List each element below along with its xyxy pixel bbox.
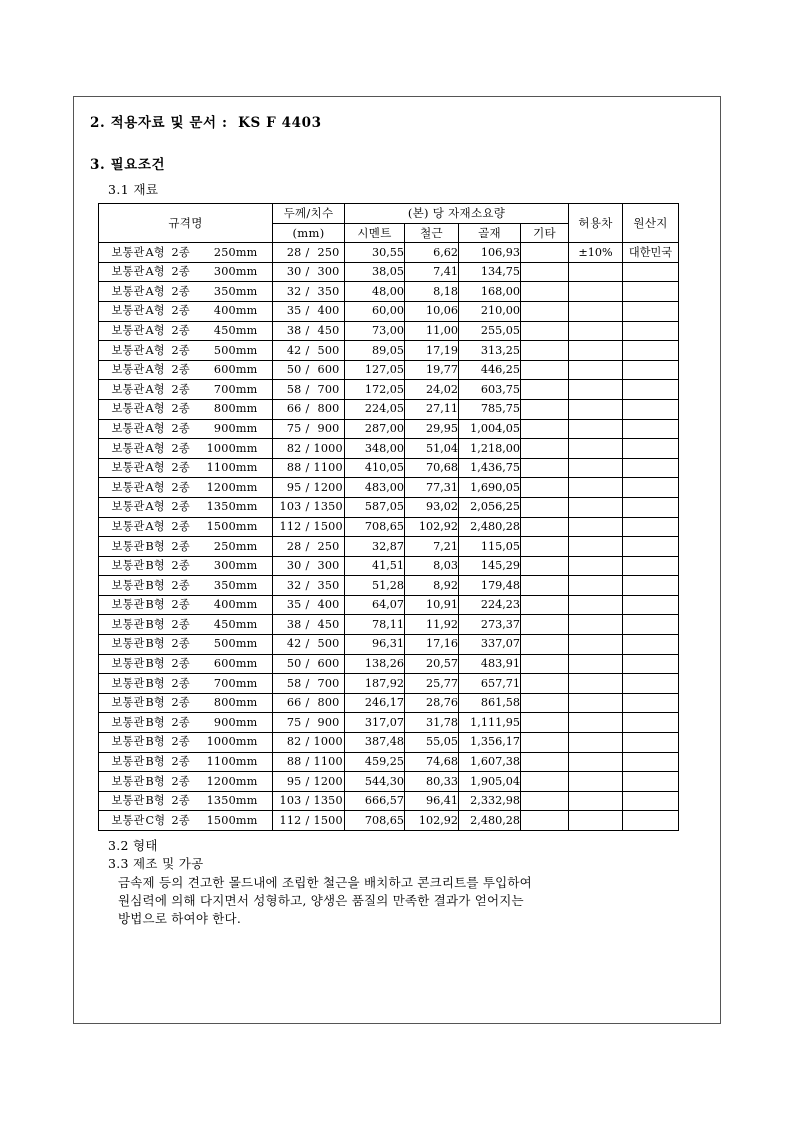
cell-spec-name: 보통관A형 2종 700mm (99, 380, 273, 400)
cell-tolerance (569, 282, 623, 302)
cell-etc (521, 321, 569, 341)
cell-etc (521, 791, 569, 811)
paragraph-line-3: 방법으로 하여야 한다. (118, 910, 241, 926)
cell-origin (623, 674, 679, 694)
table-row (99, 772, 679, 792)
cell-origin (623, 791, 679, 811)
cell-spec-name: 보통관B형 2종 800mm (99, 693, 273, 713)
cell-cement: 38,05 (345, 262, 405, 282)
cell-etc (521, 262, 569, 282)
cell-thickness-dimension: 82 / 1000 (273, 733, 345, 753)
table-header (99, 204, 679, 243)
table-row (99, 693, 679, 713)
cell-etc (521, 537, 569, 557)
cell-etc (521, 341, 569, 361)
cell-spec-name: 보통관A형 2종 1200mm (99, 478, 273, 498)
cell-etc (521, 576, 569, 596)
cell-aggregate: 145,29 (459, 556, 521, 576)
cell-origin (623, 733, 679, 753)
cell-thickness-dimension: 82 / 1000 (273, 439, 345, 459)
cell-thickness-dimension: 66 / 800 (273, 693, 345, 713)
cell-spec-name: 보통관A형 2종 300mm (99, 262, 273, 282)
table-row (99, 478, 679, 498)
subsection-3-1-heading: 3.1 재료 (108, 182, 159, 197)
cell-etc (521, 497, 569, 517)
cell-origin (623, 478, 679, 498)
cell-rebar: 8,18 (405, 282, 459, 302)
cell-rebar: 8,03 (405, 556, 459, 576)
cell-cement: 287,00 (345, 419, 405, 439)
cell-thickness-dimension: 95 / 1200 (273, 772, 345, 792)
cell-origin (623, 713, 679, 733)
table-row (99, 399, 679, 419)
cell-origin (623, 556, 679, 576)
cell-aggregate: 603,75 (459, 380, 521, 400)
cell-etc (521, 439, 569, 459)
cell-thickness-dimension: 30 / 300 (273, 262, 345, 282)
manufacturing-paragraph (108, 874, 706, 928)
cell-rebar: 93,02 (405, 497, 459, 517)
cell-cement: 51,28 (345, 576, 405, 596)
cell-aggregate: 273,37 (459, 615, 521, 635)
cell-thickness-dimension: 50 / 600 (273, 654, 345, 674)
cell-tolerance (569, 262, 623, 282)
cell-rebar: 29,95 (405, 419, 459, 439)
cell-cement: 89,05 (345, 341, 405, 361)
cell-thickness-dimension: 28 / 250 (273, 537, 345, 557)
cell-spec-name: 보통관B형 2종 400mm (99, 595, 273, 615)
cell-spec-name: 보통관A형 2종 1000mm (99, 439, 273, 459)
cell-aggregate: 2,480,28 (459, 517, 521, 537)
cell-aggregate: 337,07 (459, 635, 521, 655)
cell-cement: 387,48 (345, 733, 405, 753)
cell-aggregate: 657,71 (459, 674, 521, 694)
cell-thickness-dimension: 42 / 500 (273, 635, 345, 655)
cell-spec-name: 보통관B형 2종 1000mm (99, 733, 273, 753)
cell-tolerance (569, 419, 623, 439)
material-spec-table (98, 203, 679, 831)
cell-etc (521, 713, 569, 733)
cell-spec-name: 보통관B형 2종 1200mm (99, 772, 273, 792)
table-body (99, 243, 679, 831)
table-row (99, 733, 679, 753)
cell-spec-name: 보통관B형 2종 900mm (99, 713, 273, 733)
cell-origin (623, 262, 679, 282)
cell-tolerance (569, 811, 623, 831)
table-row (99, 380, 679, 400)
cell-spec-name: 보통관B형 2종 500mm (99, 635, 273, 655)
table-row (99, 458, 679, 478)
cell-etc (521, 811, 569, 831)
section-2-heading: 2. 적용자료 및 문서 : KS F 4403 (90, 115, 322, 131)
cell-aggregate: 483,91 (459, 654, 521, 674)
cell-rebar: 70,68 (405, 458, 459, 478)
cell-tolerance (569, 399, 623, 419)
header-thickness-line1: 두께/치수 (273, 204, 345, 224)
cell-rebar: 55,05 (405, 733, 459, 753)
table-row (99, 654, 679, 674)
cell-aggregate: 1,690,05 (459, 478, 521, 498)
table-row (99, 301, 679, 321)
cell-origin (623, 576, 679, 596)
cell-etc (521, 654, 569, 674)
cell-thickness-dimension: 32 / 350 (273, 576, 345, 596)
cell-rebar: 10,06 (405, 301, 459, 321)
cell-cement: 459,25 (345, 752, 405, 772)
cell-thickness-dimension: 88 / 1100 (273, 458, 345, 478)
cell-rebar: 31,78 (405, 713, 459, 733)
cell-spec-name: 보통관A형 2종 250mm (99, 243, 273, 263)
cell-origin (623, 439, 679, 459)
cell-thickness-dimension: 66 / 800 (273, 399, 345, 419)
cell-origin (623, 693, 679, 713)
cell-cement: 96,31 (345, 635, 405, 655)
table-row (99, 791, 679, 811)
cell-tolerance (569, 772, 623, 792)
cell-etc (521, 752, 569, 772)
cell-tolerance (569, 301, 623, 321)
cell-aggregate: 224,23 (459, 595, 521, 615)
cell-cement: 348,00 (345, 439, 405, 459)
cell-origin (623, 419, 679, 439)
cell-etc (521, 517, 569, 537)
cell-tolerance (569, 478, 623, 498)
cell-thickness-dimension: 103 / 1350 (273, 791, 345, 811)
header-material-group: (본) 당 자재소요량 (345, 204, 569, 224)
cell-thickness-dimension: 38 / 450 (273, 321, 345, 341)
cell-thickness-dimension: 50 / 600 (273, 360, 345, 380)
cell-tolerance (569, 321, 623, 341)
table-row (99, 556, 679, 576)
cell-rebar: 10,91 (405, 595, 459, 615)
cell-aggregate: 861,58 (459, 693, 521, 713)
cell-origin (623, 399, 679, 419)
cell-rebar: 25,77 (405, 674, 459, 694)
cell-aggregate: 2,056,25 (459, 497, 521, 517)
cell-origin (623, 380, 679, 400)
table-row (99, 497, 679, 517)
cell-spec-name: 보통관B형 2종 1100mm (99, 752, 273, 772)
cell-cement: 544,30 (345, 772, 405, 792)
cell-cement: 32,87 (345, 537, 405, 557)
cell-rebar: 102,92 (405, 811, 459, 831)
cell-rebar: 19,77 (405, 360, 459, 380)
cell-aggregate: 134,75 (459, 262, 521, 282)
cell-rebar: 7,21 (405, 537, 459, 557)
cell-spec-name: 보통관C형 2종 1500mm (99, 811, 273, 831)
header-name: 규격명 (99, 204, 273, 243)
cell-rebar: 7,41 (405, 262, 459, 282)
cell-spec-name: 보통관B형 2종 1350mm (99, 791, 273, 811)
cell-tolerance (569, 654, 623, 674)
cell-thickness-dimension: 42 / 500 (273, 341, 345, 361)
cell-rebar: 96,41 (405, 791, 459, 811)
cell-origin (623, 321, 679, 341)
cell-aggregate: 210,00 (459, 301, 521, 321)
cell-aggregate: 1,356,17 (459, 733, 521, 753)
cell-rebar: 8,92 (405, 576, 459, 596)
cell-etc (521, 772, 569, 792)
cell-etc (521, 733, 569, 753)
cell-cement: 73,00 (345, 321, 405, 341)
cell-aggregate: 2,480,28 (459, 811, 521, 831)
cell-spec-name: 보통관B형 2종 700mm (99, 674, 273, 694)
cell-spec-name: 보통관A형 2종 900mm (99, 419, 273, 439)
cell-cement: 410,05 (345, 458, 405, 478)
cell-aggregate: 1,607,38 (459, 752, 521, 772)
table-row (99, 713, 679, 733)
subsection-notes (90, 837, 706, 928)
table-row (99, 341, 679, 361)
table-row (99, 576, 679, 596)
cell-etc (521, 399, 569, 419)
cell-etc (521, 419, 569, 439)
cell-aggregate: 446,25 (459, 360, 521, 380)
cell-tolerance (569, 341, 623, 361)
cell-etc (521, 380, 569, 400)
cell-cement: 587,05 (345, 497, 405, 517)
cell-spec-name: 보통관A형 2종 1500mm (99, 517, 273, 537)
cell-spec-name: 보통관A형 2종 500mm (99, 341, 273, 361)
table-row (99, 419, 679, 439)
cell-rebar: 28,76 (405, 693, 459, 713)
cell-aggregate: 1,436,75 (459, 458, 521, 478)
cell-thickness-dimension: 112 / 1500 (273, 517, 345, 537)
table-header-row-1 (99, 204, 679, 224)
cell-cement: 30,55 (345, 243, 405, 263)
cell-cement: 187,92 (345, 674, 405, 694)
cell-cement: 60,00 (345, 301, 405, 321)
cell-origin (623, 301, 679, 321)
cell-origin (623, 811, 679, 831)
cell-spec-name: 보통관B형 2종 450mm (99, 615, 273, 635)
cell-origin (623, 615, 679, 635)
cell-tolerance (569, 713, 623, 733)
cell-rebar: 77,31 (405, 478, 459, 498)
cell-spec-name: 보통관A형 2종 1100mm (99, 458, 273, 478)
cell-tolerance (569, 556, 623, 576)
paragraph-line-1: 금속제 등의 견고한 몰드내에 조립한 철근을 배치하고 콘크리트를 투입하여 (118, 874, 532, 890)
cell-cement: 224,05 (345, 399, 405, 419)
table-row (99, 811, 679, 831)
cell-rebar: 20,57 (405, 654, 459, 674)
cell-origin (623, 654, 679, 674)
cell-tolerance (569, 595, 623, 615)
cell-aggregate: 1,905,04 (459, 772, 521, 792)
cell-origin: 대한민국 (623, 243, 679, 263)
cell-thickness-dimension: 35 / 400 (273, 595, 345, 615)
cell-origin (623, 537, 679, 557)
cell-cement: 483,00 (345, 478, 405, 498)
cell-rebar: 11,92 (405, 615, 459, 635)
table-row (99, 595, 679, 615)
cell-spec-name: 보통관A형 2종 400mm (99, 301, 273, 321)
cell-cement: 127,05 (345, 360, 405, 380)
cell-thickness-dimension: 28 / 250 (273, 243, 345, 263)
cell-tolerance (569, 537, 623, 557)
cell-etc (521, 458, 569, 478)
table-row (99, 752, 679, 772)
table-row (99, 615, 679, 635)
cell-rebar: 17,19 (405, 341, 459, 361)
header-tolerance: 허용차 (569, 204, 623, 243)
cell-cement: 708,65 (345, 517, 405, 537)
header-cement: 시멘트 (345, 223, 405, 243)
subsection-3-2-heading: 3.2 형태 (108, 838, 158, 853)
cell-origin (623, 458, 679, 478)
cell-rebar: 11,00 (405, 321, 459, 341)
cell-spec-name: 보통관A형 2종 450mm (99, 321, 273, 341)
cell-rebar: 102,92 (405, 517, 459, 537)
cell-thickness-dimension: 95 / 1200 (273, 478, 345, 498)
cell-origin (623, 517, 679, 537)
header-etc: 기타 (521, 223, 569, 243)
table-row (99, 517, 679, 537)
cell-thickness-dimension: 112 / 1500 (273, 811, 345, 831)
table-row (99, 439, 679, 459)
cell-thickness-dimension: 58 / 700 (273, 380, 345, 400)
table-row (99, 262, 679, 282)
cell-aggregate: 2,332,98 (459, 791, 521, 811)
cell-tolerance (569, 733, 623, 753)
cell-spec-name: 보통관A형 2종 1350mm (99, 497, 273, 517)
cell-origin (623, 595, 679, 615)
cell-etc (521, 243, 569, 263)
cell-cement: 78,11 (345, 615, 405, 635)
cell-spec-name: 보통관B형 2종 350mm (99, 576, 273, 596)
cell-thickness-dimension: 32 / 350 (273, 282, 345, 302)
document-content (90, 107, 706, 928)
cell-cement: 666,57 (345, 791, 405, 811)
cell-thickness-dimension: 58 / 700 (273, 674, 345, 694)
table-row (99, 635, 679, 655)
cell-thickness-dimension: 88 / 1100 (273, 752, 345, 772)
cell-thickness-dimension: 30 / 300 (273, 556, 345, 576)
cell-origin (623, 341, 679, 361)
cell-aggregate: 1,218,00 (459, 439, 521, 459)
cell-tolerance (569, 791, 623, 811)
cell-etc (521, 282, 569, 302)
cell-tolerance (569, 615, 623, 635)
cell-etc (521, 595, 569, 615)
cell-thickness-dimension: 103 / 1350 (273, 497, 345, 517)
header-thickness-line2: (mm) (273, 223, 345, 243)
cell-etc (521, 301, 569, 321)
header-rebar: 철근 (405, 223, 459, 243)
cell-cement: 48,00 (345, 282, 405, 302)
paragraph-line-2: 원심력에 의해 다지면서 성형하고, 양생은 품질의 만족한 결과가 얻어지는 (118, 892, 524, 908)
cell-thickness-dimension: 75 / 900 (273, 713, 345, 733)
cell-rebar: 80,33 (405, 772, 459, 792)
cell-etc (521, 693, 569, 713)
table-row (99, 321, 679, 341)
cell-tolerance (569, 497, 623, 517)
cell-origin (623, 772, 679, 792)
cell-tolerance (569, 752, 623, 772)
cell-tolerance (569, 674, 623, 694)
cell-origin (623, 282, 679, 302)
cell-rebar: 17,16 (405, 635, 459, 655)
section-3-heading: 3. 필요조건 (90, 157, 166, 173)
cell-tolerance: ±10% (569, 243, 623, 263)
cell-rebar: 24,02 (405, 380, 459, 400)
cell-aggregate: 1,111,95 (459, 713, 521, 733)
cell-tolerance (569, 360, 623, 380)
cell-rebar: 6,62 (405, 243, 459, 263)
page-border (73, 96, 721, 1024)
subsection-3-3-heading: 3.3 제조 및 가공 (108, 855, 204, 871)
cell-etc (521, 635, 569, 655)
table-row (99, 537, 679, 557)
cell-tolerance (569, 576, 623, 596)
cell-tolerance (569, 439, 623, 459)
cell-aggregate: 179,48 (459, 576, 521, 596)
table-row (99, 282, 679, 302)
cell-rebar: 27,11 (405, 399, 459, 419)
cell-thickness-dimension: 75 / 900 (273, 419, 345, 439)
cell-spec-name: 보통관A형 2종 350mm (99, 282, 273, 302)
cell-thickness-dimension: 38 / 450 (273, 615, 345, 635)
cell-origin (623, 635, 679, 655)
cell-tolerance (569, 693, 623, 713)
cell-rebar: 51,04 (405, 439, 459, 459)
cell-cement: 41,51 (345, 556, 405, 576)
table-row (99, 674, 679, 694)
cell-rebar: 74,68 (405, 752, 459, 772)
cell-tolerance (569, 380, 623, 400)
cell-aggregate: 168,00 (459, 282, 521, 302)
cell-cement: 138,26 (345, 654, 405, 674)
cell-aggregate: 115,05 (459, 537, 521, 557)
cell-cement: 246,17 (345, 693, 405, 713)
header-aggregate: 골재 (459, 223, 521, 243)
cell-aggregate: 313,25 (459, 341, 521, 361)
cell-tolerance (569, 458, 623, 478)
cell-thickness-dimension: 35 / 400 (273, 301, 345, 321)
cell-etc (521, 360, 569, 380)
cell-cement: 708,65 (345, 811, 405, 831)
cell-aggregate: 106,93 (459, 243, 521, 263)
cell-cement: 64,07 (345, 595, 405, 615)
cell-spec-name: 보통관B형 2종 600mm (99, 654, 273, 674)
cell-origin (623, 752, 679, 772)
table-row (99, 360, 679, 380)
cell-etc (521, 615, 569, 635)
cell-etc (521, 674, 569, 694)
table-row (99, 243, 679, 263)
header-origin: 원산지 (623, 204, 679, 243)
cell-etc (521, 478, 569, 498)
cell-origin (623, 497, 679, 517)
cell-aggregate: 785,75 (459, 399, 521, 419)
cell-spec-name: 보통관A형 2종 600mm (99, 360, 273, 380)
cell-tolerance (569, 517, 623, 537)
cell-etc (521, 556, 569, 576)
cell-spec-name: 보통관A형 2종 800mm (99, 399, 273, 419)
cell-spec-name: 보통관B형 2종 250mm (99, 537, 273, 557)
cell-aggregate: 1,004,05 (459, 419, 521, 439)
cell-tolerance (569, 635, 623, 655)
cell-cement: 317,07 (345, 713, 405, 733)
cell-aggregate: 255,05 (459, 321, 521, 341)
cell-cement: 172,05 (345, 380, 405, 400)
cell-origin (623, 360, 679, 380)
cell-spec-name: 보통관B형 2종 300mm (99, 556, 273, 576)
